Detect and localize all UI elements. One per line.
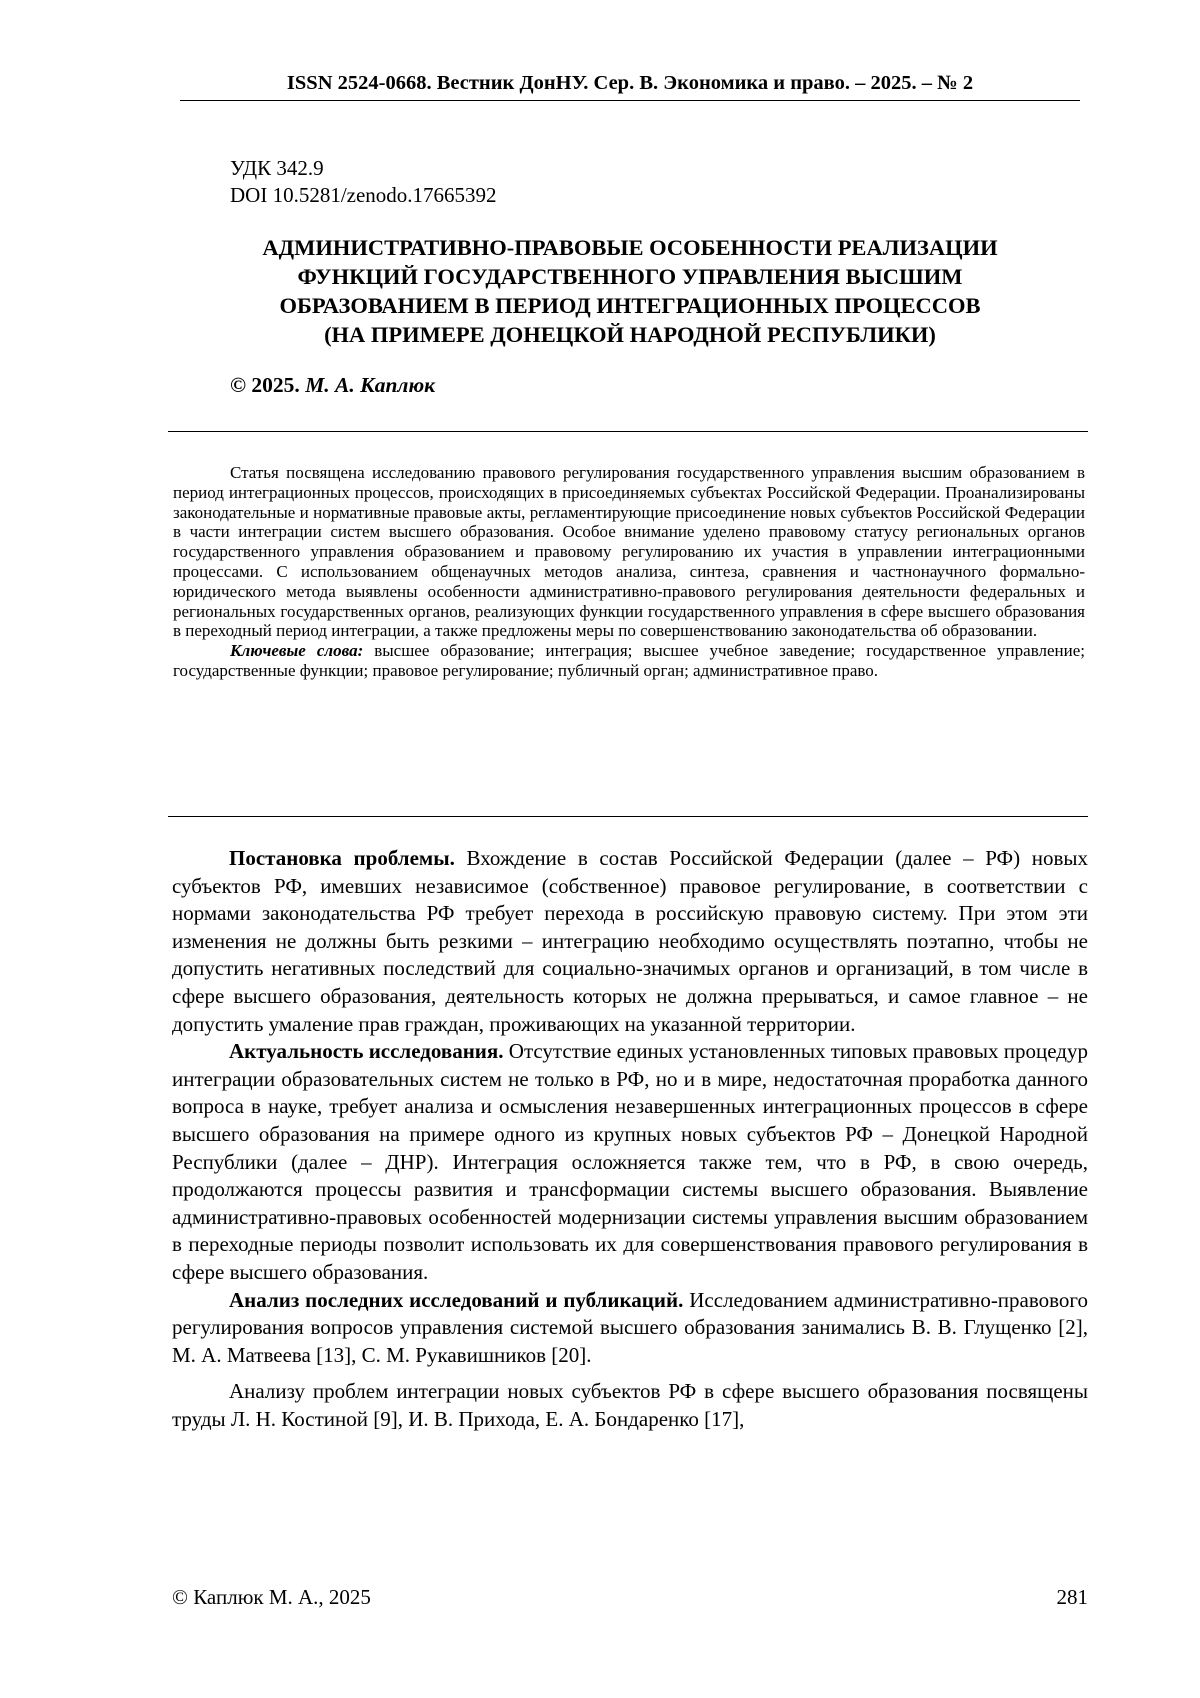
paragraph-text: Отсутствие единых установленных типовых правовых процедур интеграции образовательных систем не только в РФ, но и в мире, недостаточная проработка данного вопроса в науке, требует анализа и осмысления незавершенных интеграционных процессов в сфере высшего образования на примере одного из крупных новых субъектов РФ – Донецкой Народной Республики (далее – ДНР). Интеграция осложняется также тем, что в РФ, в свою очередь, продолжаются процессы развития и трансформации системы высшего образования. Выявление административно-правовых особенностей модернизации системы управления высшим образованием в переходные периоды позволит использовать их для совершенствования правового регулирования в сфере высшего образования. [172,1039,1088,1284]
keywords-label: Ключевые слова: [230,641,364,661]
author-name: М. А. Каплюк [305,373,436,397]
body-paragraph [172,845,1088,1038]
body-paragraph [172,1038,1088,1286]
title-line: ФУНКЦИЙ ГОСУДАРСТВЕННОГО УПРАВЛЕНИЯ ВЫСШИМ [297,264,963,289]
author-line [230,373,435,398]
page-number: 281 [1056,1585,1088,1609]
body-paragraph [172,1287,1088,1370]
article-body [172,845,1088,1433]
udk-code: УДК 342.9 [230,156,324,180]
article-title [190,233,1070,349]
paragraph-text: Вхождение в состав Российской Федерации (далее – РФ) новых субъектов РФ, имевших независимое (собственное) правовое регулирование, в соответствии с нормами законодательства РФ требует перехода в российскую правовую систему. При этом эти изменения не должны быть резкими – интеграцию необходимо осуществлять поэтапно, чтобы не допустить негативных последствий для социально-значимых органов и организаций, в том числе в сфере высшего образования, деятельность которых не должна прерываться, и самое главное – не допустить умаление прав граждан, проживающих на указанной территории. [172,846,1089,1036]
title-line: АДМИНИСТРАТИВНО-ПРАВОВЫЕ ОСОБЕННОСТИ РЕАЛИЗАЦИИ [262,235,998,260]
header-rule [180,100,1080,101]
section-heading: Анализ последних исследований и публикаций. [229,1287,684,1312]
body-paragraph: Анализу проблем интеграции новых субъектов РФ в сфере высшего образования посвящены труды Л. Н. Костиной [9], И. В. Прихода, Е. А. Бондаренко [17], [172,1379,1088,1431]
abstract-text: Статья посвящена исследованию правового регулирования государственного управления высшим образованием в период интеграционных процессов, происходящих в присоединяемых субъектах Российской Федерации. Проанализированы законодательные и нормативные правовые акты, регламентирующие присоединение новых субъектов Российской Федерации в части интеграции систем высшего образования. Особое внимание уделено правовому статусу региональных органов государственного управления образованием и правовому регулированию их участия в управлении интеграционными процессами. С использованием общенаучных методов анализа, синтеза, сравнения и частнонаучного формально-юридического метода выявлены особенности административно-правового регулирования деятельности федеральных и региональных государственных органов, реализующих функции государственного управления в сфере высшего образования в переходный период интеграции, а также предложены меры по совершенствованию законодательства об образовании. [173,463,1085,641]
running-header: ISSN 2524-0668. Вестник ДонНУ. Сер. В. Экономика и право. – 2025. – № 2 [286,72,974,94]
abstract [173,463,1085,681]
title-line: (НА ПРИМЕРЕ ДОНЕЦКОЙ НАРОДНОЙ РЕСПУБЛИКИ) [324,322,936,347]
keywords-list: высшее образование; интеграция; высшее учебное заведение; государственное управление; государственные функции; правовое регулирование; публичный орган; административное право. [173,641,1085,680]
abstract-top-rule [168,431,1088,432]
article-meta [230,155,497,209]
section-heading: Постановка проблемы. [229,846,455,870]
doi: DOI 10.5281/zenodo.17665392 [230,183,497,207]
keywords [173,641,1085,681]
abstract-bottom-rule [168,816,1088,817]
footer-copyright: © Каплюк М. А., 2025 [172,1585,371,1609]
paragraph-text: Исследованием административно-правового регулирования вопросов управления системой высшего образования занимались В. В. Глущенко [2], М. А. Матвеева [13], С. М. Рукавишников [20]. [172,1287,1089,1367]
author-copyright: © 2025. [230,373,300,397]
title-line: ОБРАЗОВАНИЕМ В ПЕРИОД ИНТЕГРАЦИОННЫХ ПРОЦЕССОВ [279,293,981,318]
section-heading: Актуальность исследования. [229,1039,504,1064]
